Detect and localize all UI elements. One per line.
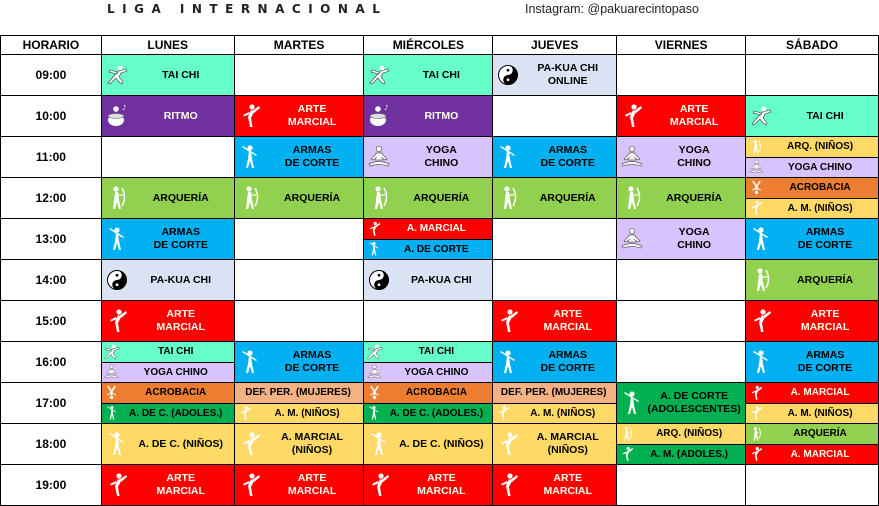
sword-icon (746, 349, 776, 375)
class-cell-sabado (746, 342, 879, 383)
class-label: A. DE C. (ADOLES.) (389, 407, 484, 419)
svg-text:♪: ♪ (121, 104, 127, 112)
class-cell-sabado (746, 260, 879, 301)
class-cell-miercoles (364, 219, 493, 260)
archer-icon (746, 267, 776, 293)
col-header-martes: MARTES (234, 36, 364, 55)
class-block (617, 219, 745, 259)
svg-text:♪: ♪ (384, 104, 389, 112)
col-header-viernes: VIERNES (617, 36, 746, 55)
class-block (746, 96, 878, 136)
class-label: ARMAS DE CORTE (540, 349, 595, 374)
kick-icon (493, 431, 523, 457)
kick-icon (617, 103, 647, 129)
class-cell-viernes (617, 260, 746, 301)
class-cell-jueves (493, 465, 617, 506)
class-label: ARTE MARCIAL (156, 472, 205, 497)
class-label: ACROBACIA (789, 182, 851, 194)
class-cell-miercoles (364, 301, 493, 342)
acro-icon (102, 385, 122, 401)
kick-icon (235, 103, 265, 129)
yoga-icon (364, 364, 384, 380)
class-label: YOGA CHINO (424, 144, 459, 169)
class-block (102, 260, 234, 300)
sword-icon (493, 144, 523, 170)
class-label: ARTE MARCIAL (800, 308, 850, 333)
class-cell-viernes (617, 178, 746, 219)
class-label: ARTE MARCIAL (543, 472, 592, 497)
class-cell-miercoles (364, 465, 493, 506)
class-cell-jueves (493, 342, 617, 383)
class-label: PA-KUA CHI (150, 273, 212, 286)
class-cell-viernes (617, 301, 746, 342)
class-block (364, 362, 492, 383)
kick-icon (493, 405, 513, 421)
class-cell-jueves (493, 96, 617, 137)
class-block (364, 383, 492, 403)
class-block (493, 403, 616, 424)
class-cell-viernes (617, 465, 746, 506)
header-row (1, 36, 879, 55)
class-cell-lunes (101, 96, 234, 137)
class-cell-viernes (617, 219, 746, 260)
class-block (746, 403, 878, 424)
class-cell-viernes (617, 137, 746, 178)
kick-icon (617, 446, 637, 462)
instagram-handle: Instagram: @pakuarecintopaso (525, 2, 699, 16)
col-header-lunes: LUNES (101, 36, 234, 55)
class-cell-miercoles (364, 383, 493, 424)
class-cell-martes (234, 260, 364, 301)
class-cell-jueves (493, 383, 617, 424)
yoga-icon (364, 145, 394, 169)
class-label: ARTE MARCIAL (543, 308, 592, 333)
class-label: ARTE MARCIAL (287, 103, 337, 128)
class-block (746, 178, 878, 198)
class-cell-sabado (746, 178, 879, 219)
class-block (746, 444, 878, 465)
class-cell-martes (234, 301, 364, 342)
class-cell-jueves (493, 55, 617, 96)
sword-icon (364, 241, 384, 257)
acro-icon (364, 385, 384, 401)
class-block (102, 403, 234, 424)
hour-label: 10:00 (1, 96, 102, 137)
class-cell-sabado (746, 301, 879, 342)
class-block (746, 260, 878, 300)
hour-label: 11:00 (1, 137, 102, 178)
class-block (746, 219, 878, 259)
class-block (617, 137, 745, 177)
class-block (493, 137, 616, 177)
class-label: ARTE MARCIAL (287, 472, 337, 497)
class-label: YOGA CHINO (143, 366, 208, 378)
class-cell-sabado (746, 96, 879, 137)
drum-icon (102, 104, 132, 128)
class-cell-martes (234, 178, 364, 219)
taichi-icon (102, 344, 122, 360)
class-label: YOGA CHINO (677, 144, 712, 169)
kick-icon (493, 472, 523, 498)
class-cell-martes (234, 137, 364, 178)
col-header-sabado: SÁBADO (746, 36, 879, 55)
class-block (364, 137, 492, 177)
class-label: ARQUERÍA (539, 191, 596, 204)
sword-icon (746, 226, 776, 252)
class-block (364, 260, 492, 300)
yinyang-icon (493, 64, 523, 86)
taichi-icon (364, 65, 394, 85)
archer-icon (102, 185, 132, 211)
class-cell-martes (234, 96, 364, 137)
class-block (364, 55, 492, 95)
class-cell-lunes (101, 219, 234, 260)
class-label: A. M. (NIÑOS) (787, 202, 853, 214)
class-cell-miercoles (364, 178, 493, 219)
class-label: A. MARCIAL (406, 223, 466, 235)
kick-icon (364, 221, 384, 237)
hour-label: 17:00 (1, 383, 102, 424)
class-block (235, 383, 364, 403)
class-label: A. DE C. (NIÑOS) (138, 437, 224, 450)
sword-icon (364, 431, 394, 457)
class-cell-miercoles (364, 55, 493, 96)
class-cell-sabado (746, 383, 879, 424)
yoga-icon (102, 364, 122, 380)
table-row (1, 55, 879, 96)
class-label: ARTE MARCIAL (669, 103, 719, 128)
class-label: ARMAS DE CORTE (797, 226, 853, 251)
class-block (102, 465, 234, 505)
class-label: A. MARCIAL (NIÑOS) (536, 431, 599, 456)
yinyang-icon (102, 269, 132, 291)
class-cell-jueves (493, 424, 617, 465)
class-block (364, 178, 492, 218)
class-label: ARMAS DE CORTE (153, 226, 208, 251)
class-cell-viernes (617, 96, 746, 137)
sword-icon (102, 226, 132, 252)
table-row (1, 260, 879, 301)
class-block (235, 465, 364, 505)
col-header-jueves: JUEVES (493, 36, 617, 55)
kick-icon (746, 385, 766, 401)
class-cell-viernes (617, 342, 746, 383)
class-label: ARQ. (NIÑOS) (656, 428, 723, 440)
class-block (746, 137, 878, 157)
class-label: ARTE MARCIAL (417, 472, 466, 497)
class-cell-miercoles (364, 342, 493, 383)
class-cell-lunes (101, 301, 234, 342)
class-block (364, 342, 492, 362)
sword-icon (235, 349, 265, 375)
class-block (102, 219, 234, 259)
class-label: ACROBACIA (145, 387, 207, 399)
class-label: A. M. (NIÑOS) (274, 407, 340, 419)
class-label: TAI CHI (422, 68, 460, 81)
class-cell-martes (234, 55, 364, 96)
hour-label: 12:00 (1, 178, 102, 219)
archer-icon (746, 139, 766, 155)
class-label: A. M. (NIÑOS) (530, 407, 596, 419)
class-cell-lunes (101, 55, 234, 96)
class-label: ARQUERÍA (284, 191, 341, 204)
class-block (102, 424, 234, 464)
class-block (102, 362, 234, 383)
kick-icon (746, 200, 766, 216)
table-row (1, 465, 879, 506)
archer-icon (746, 426, 766, 442)
class-block (493, 465, 616, 505)
table-row (1, 342, 879, 383)
class-block (746, 424, 878, 444)
class-label: DEF. PER. (MUJERES) (245, 387, 351, 399)
table-row (1, 301, 879, 342)
kick-icon (493, 308, 523, 334)
class-cell-jueves (493, 260, 617, 301)
kick-icon (102, 308, 132, 334)
archer-icon (364, 185, 394, 211)
kick-icon (102, 472, 132, 498)
class-block (493, 55, 616, 95)
class-block (493, 342, 616, 382)
class-label: A. M. (NIÑOS) (787, 407, 853, 419)
class-cell-lunes (101, 178, 234, 219)
class-block (102, 55, 234, 95)
class-label: PA-KUA CHI (411, 273, 472, 286)
class-block (235, 342, 364, 382)
acro-icon (746, 180, 766, 196)
sword-icon (102, 431, 132, 457)
class-block (617, 444, 745, 465)
col-header-horario: HORARIO (1, 36, 102, 55)
class-label: ARTE MARCIAL (156, 308, 205, 333)
class-cell-sabado (746, 55, 879, 96)
schedule-table (0, 35, 879, 506)
class-label: A. MARCIAL (790, 448, 850, 460)
hour-label: 13:00 (1, 219, 102, 260)
class-cell-lunes (101, 465, 234, 506)
class-cell-lunes (101, 424, 234, 465)
sword-icon (102, 405, 122, 421)
class-block (746, 198, 878, 219)
class-cell-martes (234, 383, 364, 424)
class-block (102, 342, 234, 362)
class-cell-sabado (746, 424, 879, 465)
class-cell-jueves (493, 178, 617, 219)
class-block (102, 383, 234, 403)
archer-icon (617, 185, 647, 211)
class-block (364, 424, 492, 464)
table-row (1, 424, 879, 465)
class-block (617, 96, 745, 136)
class-block (235, 96, 364, 136)
sword-icon (235, 144, 265, 170)
class-label: A. M. (ADOLES.) (650, 448, 729, 460)
archer-icon (493, 185, 523, 211)
class-label: DEF. PER. (MUJERES) (500, 387, 607, 399)
class-cell-lunes (101, 137, 234, 178)
class-block (235, 403, 364, 424)
class-label: A. DE C. (NIÑOS) (399, 437, 484, 450)
class-block (746, 383, 878, 403)
class-block (235, 137, 364, 177)
class-label: ARQUERÍA (797, 273, 854, 286)
table-row (1, 96, 879, 137)
class-block (493, 383, 616, 403)
class-label: A. DE C. (ADOLES.) (129, 407, 223, 419)
class-cell-sabado (746, 465, 879, 506)
kick-icon (364, 472, 394, 498)
class-label: TAI CHI (162, 68, 200, 81)
kick-icon (746, 405, 766, 421)
class-label: TAI CHI (158, 346, 194, 358)
table-row (1, 137, 879, 178)
yoga-icon (617, 145, 647, 169)
table-row (1, 219, 879, 260)
class-label: A. MARCIAL (790, 387, 850, 399)
sword-icon (364, 405, 384, 421)
kick-icon (235, 405, 255, 421)
class-label: ARQUERÍA (666, 191, 723, 204)
class-label: ARMAS DE CORTE (284, 144, 340, 169)
class-label: ARMAS DE CORTE (797, 349, 853, 374)
class-block (493, 178, 616, 218)
class-label: RITMO (163, 109, 198, 122)
page-header (0, 0, 879, 35)
class-cell-jueves (493, 301, 617, 342)
class-block (364, 465, 492, 505)
class-block (364, 219, 492, 239)
class-block (235, 424, 364, 464)
class-block (235, 178, 364, 218)
kick-icon (746, 308, 776, 334)
kick-icon (235, 472, 265, 498)
hour-label: 09:00 (1, 55, 102, 96)
class-cell-miercoles (364, 137, 493, 178)
taichi-icon (102, 65, 132, 85)
class-cell-miercoles (364, 424, 493, 465)
class-block (364, 403, 492, 424)
hour-label: 15:00 (1, 301, 102, 342)
yinyang-icon (364, 269, 394, 291)
class-label: ARQUERÍA (793, 428, 847, 440)
league-title: LIGA INTERNACIONAL (107, 2, 388, 16)
taichi-icon (364, 344, 384, 360)
class-block (493, 301, 616, 341)
class-block (102, 301, 234, 341)
class-cell-sabado (746, 219, 879, 260)
hour-label: 16:00 (1, 342, 102, 383)
class-label: YOGA CHINO (677, 226, 712, 251)
class-cell-martes (234, 424, 364, 465)
class-block (746, 301, 878, 341)
table-row (1, 178, 879, 219)
class-block (617, 178, 745, 218)
class-label: ARMAS DE CORTE (540, 144, 595, 169)
class-label: TAI CHI (806, 109, 844, 122)
archer-icon (617, 426, 637, 442)
class-label: ARQUERÍA (152, 191, 209, 204)
class-cell-jueves (493, 219, 617, 260)
class-cell-sabado (746, 137, 879, 178)
class-block (746, 157, 878, 178)
class-block (617, 383, 745, 423)
class-cell-viernes (617, 383, 746, 424)
class-label: ARQUERÍA (413, 191, 470, 204)
hour-label: 18:00 (1, 424, 102, 465)
class-label: PA-KUA CHI ONLINE (537, 62, 599, 87)
hour-label: 14:00 (1, 260, 102, 301)
class-block (364, 96, 492, 136)
kick-icon (235, 431, 265, 457)
class-label: A. DE CORTE (ADOLESCENTES) (647, 390, 741, 415)
kick-icon (746, 446, 766, 462)
class-block (746, 342, 878, 382)
class-cell-viernes (617, 424, 746, 465)
class-cell-lunes (101, 260, 234, 301)
table-row (1, 383, 879, 424)
class-cell-viernes (617, 55, 746, 96)
col-header-miercoles: MIÉRCOLES (364, 36, 493, 55)
hour-label: 19:00 (1, 465, 102, 506)
class-cell-lunes (101, 383, 234, 424)
taichi-icon (746, 106, 776, 126)
yoga-icon (617, 227, 647, 251)
class-label: ARMAS DE CORTE (284, 349, 340, 374)
class-label: YOGA CHINO (404, 366, 469, 378)
class-label: A. MARCIAL (NIÑOS) (281, 431, 343, 456)
class-block (493, 424, 616, 464)
sword-icon (617, 390, 647, 416)
class-block (102, 96, 234, 136)
sword-icon (493, 349, 523, 375)
class-label: ARQ. (NIÑOS) (787, 141, 854, 153)
archer-icon (235, 185, 265, 211)
class-label: A. DE CORTE (404, 243, 469, 255)
class-block (102, 178, 234, 218)
class-block (364, 239, 492, 260)
class-label: ACROBACIA (405, 387, 467, 399)
class-cell-lunes (101, 342, 234, 383)
class-label: RITMO (424, 109, 459, 122)
class-cell-miercoles (364, 96, 493, 137)
class-label: YOGA CHINO (788, 161, 853, 173)
class-cell-martes (234, 342, 364, 383)
yoga-icon (746, 159, 766, 175)
class-cell-martes (234, 219, 364, 260)
class-cell-jueves (493, 137, 617, 178)
class-label: TAI CHI (418, 346, 455, 358)
class-block (617, 424, 745, 444)
drum-icon (364, 104, 394, 128)
class-cell-miercoles (364, 260, 493, 301)
class-cell-martes (234, 465, 364, 506)
